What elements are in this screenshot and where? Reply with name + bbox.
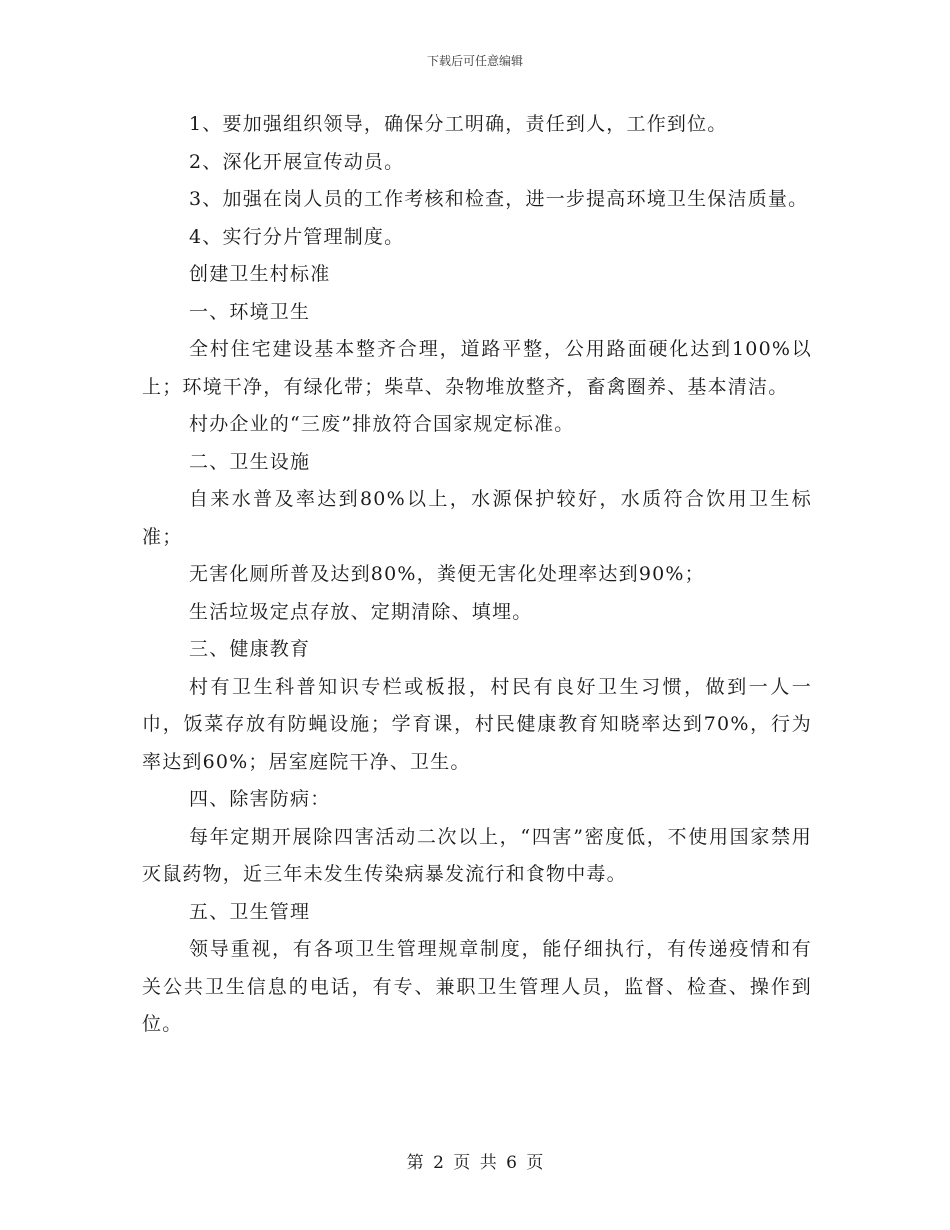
section-title: 创建卫生村标准 <box>189 263 331 285</box>
heading-environment: 一、环境卫生 <box>189 300 311 323</box>
heading-education: 三、健康教育 <box>189 638 311 660</box>
paragraph-item-1: 1、要加强组织领导，确保分工明确，责任到人，工作到位。 <box>189 113 728 135</box>
paragraph-item-2: 2、深化开展宣传动员。 <box>189 150 405 173</box>
page-number: 第 2 页 共 6 页 <box>406 1153 544 1173</box>
document-body <box>142 106 812 1044</box>
heading-management: 五、卫生管理 <box>189 900 311 923</box>
paragraph-toilet: 无害化厕所普及达到80%，粪便无害化处理率达到90%； <box>189 563 705 585</box>
paragraph-item-4: 4、实行分片管理制度。 <box>189 225 405 248</box>
heading-pest-control: 四、除害防病： <box>189 788 331 810</box>
paragraph-water: 自来水普及率达到80%以上，水源保护较好，水质符合饮用卫生标准； <box>142 488 812 548</box>
paragraph-environment: 全村住宅建设基本整齐合理，道路平整，公用路面硬化达到100%以上；环境干净，有绿化带；柴草、杂物堆放整齐，畜禽圈养、基本清洁。 <box>142 338 812 398</box>
page-header-note: 下载后可任意编辑 <box>426 54 523 68</box>
paragraph-garbage: 生活垃圾定点存放、定期清除、填埋。 <box>189 600 533 623</box>
paragraph-item-3: 3、加强在岗人员的工作考核和检查，进一步提高环境卫生保洁质量。 <box>189 188 809 210</box>
heading-facilities: 二、卫生设施 <box>189 450 311 473</box>
paragraph-management: 领导重视，有各项卫生管理规章制度，能仔细执行，有传递疫情和有关公共卫生信息的电话，有专、兼职卫生管理人员，监督、检查、操作到位。 <box>142 938 812 1035</box>
paragraph-enterprise: 村办企业的“三废”排放符合国家规定标准。 <box>189 413 575 435</box>
paragraph-pest-control: 每年定期开展除四害活动二次以上，“四害”密度低，不使用国家禁用灭鼠药物，近三年未发生传染病暴发流行和食物中毒。 <box>142 825 812 885</box>
paragraph-education: 村有卫生科普知识专栏或板报，村民有良好卫生习惯，做到一人一巾，饭菜存放有防蝇设施；学育课，村民健康教育知晓率达到70%，行为率达到60%；居室庭院干净、卫生。 <box>142 675 812 773</box>
